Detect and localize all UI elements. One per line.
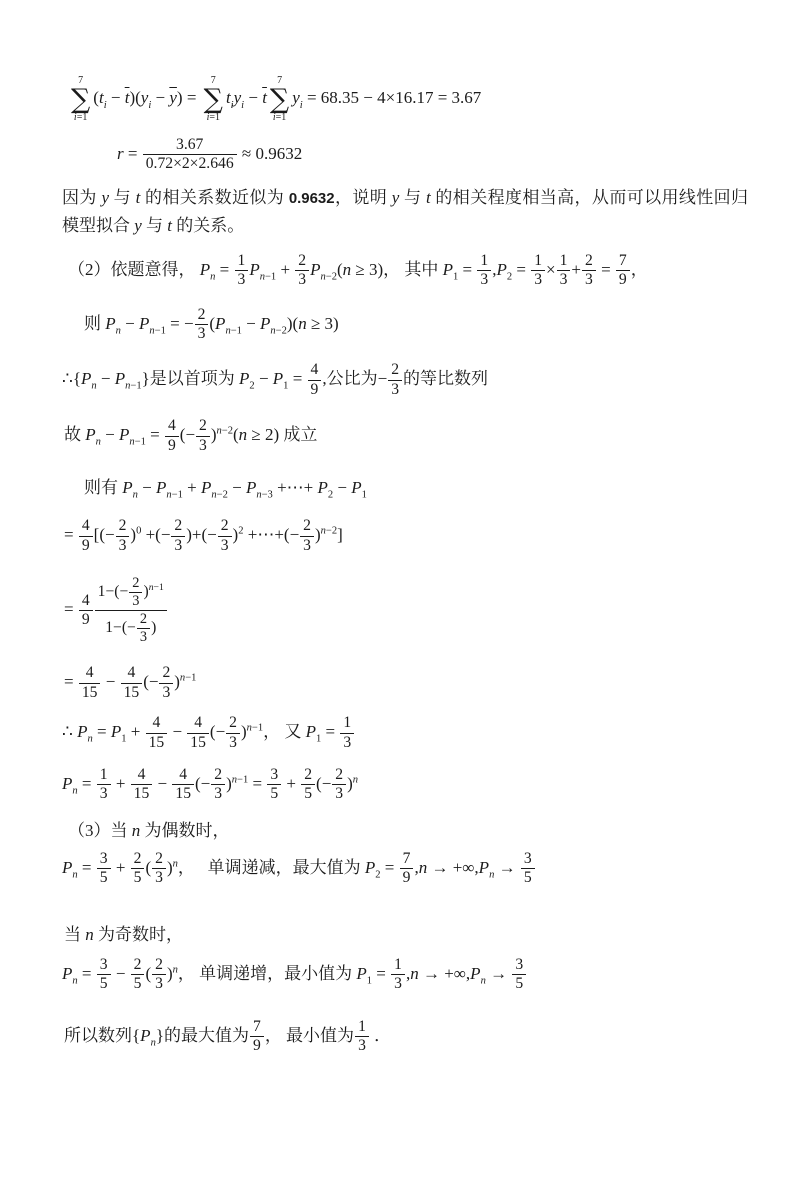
math-line: r = $\frac{3.67}{0.72\times 2\times 2.646}$ ≈ 0.9632 — [117, 135, 303, 173]
math-line: ∴ $P_n = P_1$ + $\frac{4}{15}$ − $\frac{4}{15}$ (− $\frac{2}{3}$ )$^{n-1}$， 又 $P_1$ = $\frac{1}{3}$ — [62, 714, 748, 752]
math-line: $\therefore\{P_n - P_{n-1}\}$是以首项为 $P_2 - P_1$ = $\frac{4}{9}$ ,公比为− $\frac{2}{3}$ 的等比数列 — [62, 361, 488, 398]
math-line: 则 $P_n - P_{n-1}$ = − $\frac{2}{3}$ $(P_{n-1} - P_{n-2})(n \ge 3)$ — [84, 305, 339, 342]
math-line: $P_n$ = $\frac{3}{5}$ + $\frac{2}{5}$ ( $\frac{2}{3}$ )$^n$， 单调递减，最大值为 $P_2$ = $\frac{7}{9}$ $,n \to +\infty,P_n$ → $\frac{3}{5}$ — [62, 850, 748, 888]
math-line: = $\frac{4}{9}$ [(− $\frac{2}{3}$ )$^0$ +(− $\frac{2}{3}$ )+(− $\frac{2}{3}$ )$^2$ +⋯+(− $\frac{2}{3}$ )$^{n-2}$] — [64, 517, 343, 554]
math-line: 故 $P_n - P_{n-1}$ = $\frac{4}{9}$ (− $\frac{2}{3}$ )$^{n-2}$(n ≥ 2) 成立 — [64, 417, 318, 454]
math-line: 则有 $P_n - P_{n-1} + P_{n-2} - P_{n-3}$ +⋯+ $P_2 - P_1$ — [84, 478, 367, 501]
math-line: 当 n 为奇数时， — [64, 924, 183, 944]
math-lines — [62, 75, 748, 1056]
math-line: 因为 y 与 t 的相关系数近似为 0.9632，说明 y 与 t 的相关程度相当高，从而可以用线性回归模型拟合 y 与 t 的关系。 — [62, 187, 749, 235]
math-line: 所以数列$\{P_n\}$的最大值为 $\frac{7}{9}$ ， 最小值为 $\frac{1}{3}$ ． — [64, 1017, 392, 1055]
math-line: = $\frac{4}{9}$ 1−(− $\frac{2}{3}$ )$^{n-1}$ 1−(− $\frac{2}{3}$ ) — [62, 575, 748, 646]
math-line: $P_n$ = $\frac{3}{5}$ − $\frac{2}{5}$ ( $\frac{2}{3}$ )$^n$， 单调递增，最小值为 $P_1$ = $\frac{1}{3}$ $,n \to +\infty,P_n$ → $\frac{3}{5}$ — [62, 956, 748, 994]
math-line: 7 ∑ i=1 $(t_i - \overline{t})(y_i - \overline{y})$ = 7 ∑ i=1 $t_iy_i - \overline{t}$ 7 ∑ i=1 $y_i = 68.35 - 4\times 16.17 = 3.67$ — [71, 75, 482, 124]
math-line: $P_n$ = $\frac{1}{3}$ + $\frac{4}{15}$ − $\frac{4}{15}$ (− $\frac{2}{3}$ )$^{n-1}$ = $\frac{3}{5}$ + $\frac{2}{5}$ (− $\frac{2}{3}$ )$^n$ — [62, 765, 359, 803]
math-line: （3）当 n 为偶数时， — [68, 820, 230, 840]
math-line: = $\frac{4}{15}$ − $\frac{4}{15}$ (− $\frac{2}{3}$ )$^{n-1}$ — [64, 664, 197, 701]
math-line: （2）依题意得， $P_n$ = $\frac{1}{3}$ $P_{n-1}$ + $\frac{2}{3}$ $P_{n-2}(n \ge 3)$， 其中 $P_1$ = $\frac{1}{3}$ $,P_2$ = $\frac{1}{3}$ × $\frac{1}{3}$ + $\frac{2}{3}$ = $\frac{7}{9}$ ， — [68, 251, 648, 289]
